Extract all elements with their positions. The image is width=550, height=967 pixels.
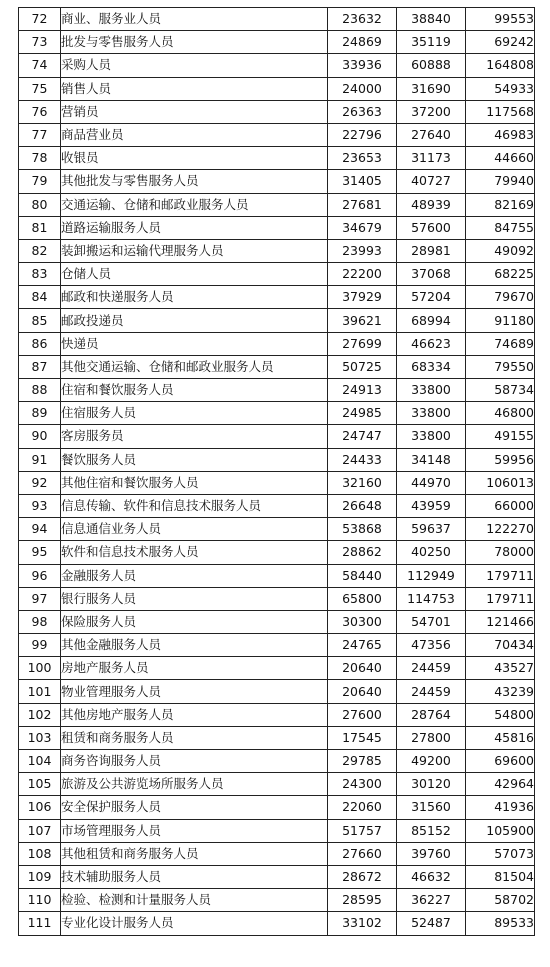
value-cell-2: 59637: [397, 518, 466, 541]
table-row: [19, 31, 535, 54]
row-number-cell: 80: [19, 193, 61, 216]
value-cell-3: 54800: [466, 703, 535, 726]
row-number-cell: 89: [19, 402, 61, 425]
row-number-cell: 102: [19, 703, 61, 726]
row-number-cell: 105: [19, 773, 61, 796]
occupation-name-cell: 采购人员: [61, 54, 328, 77]
table-row: [19, 657, 535, 680]
table-row: [19, 471, 535, 494]
table-row: [19, 8, 535, 31]
occupation-name-cell: 专业化设计服务人员: [61, 912, 328, 935]
value-cell-1: 31405: [328, 170, 397, 193]
row-number-cell: 72: [19, 8, 61, 31]
table-row: [19, 147, 535, 170]
row-number-cell: 109: [19, 865, 61, 888]
value-cell-3: 69600: [466, 750, 535, 773]
occupation-name-cell: 其他租赁和商务服务人员: [61, 842, 328, 865]
row-number-cell: 93: [19, 494, 61, 517]
row-number-cell: 75: [19, 77, 61, 100]
value-cell-2: 30120: [397, 773, 466, 796]
occupation-name-cell: 快递员: [61, 332, 328, 355]
value-cell-3: 74689: [466, 332, 535, 355]
row-number-cell: 111: [19, 912, 61, 935]
value-cell-1: 27660: [328, 842, 397, 865]
value-cell-2: 60888: [397, 54, 466, 77]
row-number-cell: 94: [19, 518, 61, 541]
value-cell-3: 79670: [466, 286, 535, 309]
value-cell-2: 40727: [397, 170, 466, 193]
value-cell-1: 26363: [328, 100, 397, 123]
occupation-name-cell: 商务咨询服务人员: [61, 750, 328, 773]
value-cell-2: 28764: [397, 703, 466, 726]
value-cell-2: 31173: [397, 147, 466, 170]
value-cell-1: 24300: [328, 773, 397, 796]
value-cell-2: 31690: [397, 77, 466, 100]
value-cell-3: 91180: [466, 309, 535, 332]
table-body: [19, 8, 535, 936]
occupation-name-cell: 软件和信息技术服务人员: [61, 541, 328, 564]
value-cell-3: 81504: [466, 865, 535, 888]
row-number-cell: 110: [19, 889, 61, 912]
occupation-name-cell: 交通运输、仓储和邮政业服务人员: [61, 193, 328, 216]
row-number-cell: 73: [19, 31, 61, 54]
value-cell-2: 57600: [397, 216, 466, 239]
value-cell-2: 31560: [397, 796, 466, 819]
value-cell-1: 33936: [328, 54, 397, 77]
occupation-name-cell: 其他住宿和餐饮服务人员: [61, 471, 328, 494]
row-number-cell: 82: [19, 239, 61, 262]
row-number-cell: 100: [19, 657, 61, 680]
value-cell-2: 114753: [397, 587, 466, 610]
table-row: [19, 402, 535, 425]
table-row: [19, 564, 535, 587]
value-cell-1: 37929: [328, 286, 397, 309]
table-row: [19, 680, 535, 703]
table-row: [19, 263, 535, 286]
row-number-cell: 95: [19, 541, 61, 564]
value-cell-3: 164808: [466, 54, 535, 77]
occupation-name-cell: 餐饮服务人员: [61, 448, 328, 471]
table-row: [19, 912, 535, 935]
value-cell-3: 105900: [466, 819, 535, 842]
table-row: [19, 309, 535, 332]
occupation-name-cell: 商品营业员: [61, 123, 328, 146]
value-cell-1: 22796: [328, 123, 397, 146]
occupation-name-cell: 邮政和快递服务人员: [61, 286, 328, 309]
value-cell-1: 24765: [328, 634, 397, 657]
occupation-name-cell: 房地产服务人员: [61, 657, 328, 680]
row-number-cell: 86: [19, 332, 61, 355]
occupation-name-cell: 信息通信业务人员: [61, 518, 328, 541]
table-row: [19, 494, 535, 517]
value-cell-3: 82169: [466, 193, 535, 216]
value-cell-2: 85152: [397, 819, 466, 842]
occupation-name-cell: 保险服务人员: [61, 610, 328, 633]
value-cell-1: 28672: [328, 865, 397, 888]
value-cell-3: 49155: [466, 425, 535, 448]
table-row: [19, 100, 535, 123]
value-cell-1: 27699: [328, 332, 397, 355]
table-row: [19, 123, 535, 146]
table-row: [19, 518, 535, 541]
table-row: [19, 379, 535, 402]
value-cell-2: 54701: [397, 610, 466, 633]
value-cell-2: 46632: [397, 865, 466, 888]
value-cell-2: 52487: [397, 912, 466, 935]
value-cell-2: 28981: [397, 239, 466, 262]
value-cell-1: 24913: [328, 379, 397, 402]
row-number-cell: 83: [19, 263, 61, 286]
table-row: [19, 610, 535, 633]
value-cell-2: 27640: [397, 123, 466, 146]
value-cell-3: 45816: [466, 726, 535, 749]
occupation-name-cell: 金融服务人员: [61, 564, 328, 587]
value-cell-1: 28862: [328, 541, 397, 564]
value-cell-1: 24869: [328, 31, 397, 54]
occupation-name-cell: 住宿服务人员: [61, 402, 328, 425]
table-row: [19, 634, 535, 657]
row-number-cell: 101: [19, 680, 61, 703]
occupation-name-cell: 客房服务员: [61, 425, 328, 448]
value-cell-1: 65800: [328, 587, 397, 610]
value-cell-3: 122270: [466, 518, 535, 541]
value-cell-1: 20640: [328, 657, 397, 680]
value-cell-1: 50725: [328, 355, 397, 378]
value-cell-3: 84755: [466, 216, 535, 239]
table-row: [19, 773, 535, 796]
value-cell-2: 33800: [397, 402, 466, 425]
occupation-name-cell: 住宿和餐饮服务人员: [61, 379, 328, 402]
occupation-name-cell: 营销员: [61, 100, 328, 123]
value-cell-3: 59956: [466, 448, 535, 471]
value-cell-2: 24459: [397, 680, 466, 703]
value-cell-3: 46983: [466, 123, 535, 146]
value-cell-1: 28595: [328, 889, 397, 912]
table-row: [19, 541, 535, 564]
occupation-name-cell: 安全保护服务人员: [61, 796, 328, 819]
row-number-cell: 97: [19, 587, 61, 610]
value-cell-1: 39621: [328, 309, 397, 332]
value-cell-3: 68225: [466, 263, 535, 286]
value-cell-2: 49200: [397, 750, 466, 773]
value-cell-2: 36227: [397, 889, 466, 912]
value-cell-3: 58734: [466, 379, 535, 402]
table-row: [19, 448, 535, 471]
occupation-name-cell: 其他批发与零售服务人员: [61, 170, 328, 193]
value-cell-1: 20640: [328, 680, 397, 703]
value-cell-1: 23632: [328, 8, 397, 31]
value-cell-3: 49092: [466, 239, 535, 262]
value-cell-2: 68994: [397, 309, 466, 332]
value-cell-2: 44970: [397, 471, 466, 494]
value-cell-3: 54933: [466, 77, 535, 100]
row-number-cell: 74: [19, 54, 61, 77]
row-number-cell: 99: [19, 634, 61, 657]
table-row: [19, 355, 535, 378]
occupation-name-cell: 其他房地产服务人员: [61, 703, 328, 726]
table-row: [19, 796, 535, 819]
value-cell-3: 66000: [466, 494, 535, 517]
row-number-cell: 91: [19, 448, 61, 471]
value-cell-2: 48939: [397, 193, 466, 216]
occupation-name-cell: 装卸搬运和运输代理服务人员: [61, 239, 328, 262]
value-cell-2: 34148: [397, 448, 466, 471]
table-row: [19, 889, 535, 912]
value-cell-1: 34679: [328, 216, 397, 239]
value-cell-3: 179711: [466, 587, 535, 610]
value-cell-3: 117568: [466, 100, 535, 123]
occupation-name-cell: 其他金融服务人员: [61, 634, 328, 657]
row-number-cell: 84: [19, 286, 61, 309]
table-row: [19, 170, 535, 193]
occupation-name-cell: 邮政投递员: [61, 309, 328, 332]
table-row: [19, 77, 535, 100]
value-cell-2: 27800: [397, 726, 466, 749]
value-cell-1: 58440: [328, 564, 397, 587]
value-cell-1: 27600: [328, 703, 397, 726]
table-row: [19, 842, 535, 865]
value-cell-3: 179711: [466, 564, 535, 587]
row-number-cell: 77: [19, 123, 61, 146]
value-cell-2: 35119: [397, 31, 466, 54]
value-cell-1: 27681: [328, 193, 397, 216]
value-cell-1: 29785: [328, 750, 397, 773]
row-number-cell: 107: [19, 819, 61, 842]
value-cell-2: 39760: [397, 842, 466, 865]
occupation-name-cell: 旅游及公共游览场所服务人员: [61, 773, 328, 796]
occupation-name-cell: 检验、检测和计量服务人员: [61, 889, 328, 912]
value-cell-1: 24000: [328, 77, 397, 100]
value-cell-1: 23653: [328, 147, 397, 170]
value-cell-3: 44660: [466, 147, 535, 170]
row-number-cell: 98: [19, 610, 61, 633]
occupation-name-cell: 商业、服务业人员: [61, 8, 328, 31]
salary-table: [18, 7, 535, 936]
value-cell-3: 46800: [466, 402, 535, 425]
value-cell-1: 26648: [328, 494, 397, 517]
occupation-name-cell: 批发与零售服务人员: [61, 31, 328, 54]
value-cell-2: 43959: [397, 494, 466, 517]
value-cell-1: 17545: [328, 726, 397, 749]
value-cell-3: 89533: [466, 912, 535, 935]
value-cell-3: 99553: [466, 8, 535, 31]
value-cell-2: 37200: [397, 100, 466, 123]
value-cell-3: 106013: [466, 471, 535, 494]
table-row: [19, 726, 535, 749]
value-cell-1: 23993: [328, 239, 397, 262]
row-number-cell: 78: [19, 147, 61, 170]
value-cell-2: 33800: [397, 379, 466, 402]
value-cell-1: 32160: [328, 471, 397, 494]
occupation-name-cell: 信息传输、软件和信息技术服务人员: [61, 494, 328, 517]
value-cell-3: 69242: [466, 31, 535, 54]
occupation-name-cell: 市场管理服务人员: [61, 819, 328, 842]
occupation-name-cell: 银行服务人员: [61, 587, 328, 610]
value-cell-3: 43527: [466, 657, 535, 680]
table-row: [19, 819, 535, 842]
row-number-cell: 79: [19, 170, 61, 193]
table-row: [19, 425, 535, 448]
value-cell-3: 79550: [466, 355, 535, 378]
value-cell-1: 51757: [328, 819, 397, 842]
occupation-name-cell: 道路运输服务人员: [61, 216, 328, 239]
value-cell-1: 33102: [328, 912, 397, 935]
value-cell-1: 22200: [328, 263, 397, 286]
value-cell-1: 22060: [328, 796, 397, 819]
value-cell-3: 41936: [466, 796, 535, 819]
occupation-name-cell: 技术辅助服务人员: [61, 865, 328, 888]
occupation-name-cell: 物业管理服务人员: [61, 680, 328, 703]
value-cell-2: 38840: [397, 8, 466, 31]
value-cell-2: 40250: [397, 541, 466, 564]
value-cell-3: 78000: [466, 541, 535, 564]
value-cell-3: 42964: [466, 773, 535, 796]
value-cell-2: 68334: [397, 355, 466, 378]
occupation-name-cell: 仓储人员: [61, 263, 328, 286]
value-cell-2: 47356: [397, 634, 466, 657]
row-number-cell: 85: [19, 309, 61, 332]
table-row: [19, 193, 535, 216]
value-cell-1: 30300: [328, 610, 397, 633]
value-cell-2: 37068: [397, 263, 466, 286]
value-cell-2: 46623: [397, 332, 466, 355]
row-number-cell: 103: [19, 726, 61, 749]
table-row: [19, 332, 535, 355]
value-cell-1: 24747: [328, 425, 397, 448]
row-number-cell: 96: [19, 564, 61, 587]
table-row: [19, 587, 535, 610]
row-number-cell: 90: [19, 425, 61, 448]
table-row: [19, 703, 535, 726]
value-cell-1: 24985: [328, 402, 397, 425]
value-cell-3: 79940: [466, 170, 535, 193]
value-cell-1: 24433: [328, 448, 397, 471]
value-cell-3: 43239: [466, 680, 535, 703]
row-number-cell: 88: [19, 379, 61, 402]
value-cell-2: 33800: [397, 425, 466, 448]
value-cell-3: 70434: [466, 634, 535, 657]
table-row: [19, 286, 535, 309]
value-cell-3: 58702: [466, 889, 535, 912]
occupation-name-cell: 租赁和商务服务人员: [61, 726, 328, 749]
row-number-cell: 104: [19, 750, 61, 773]
value-cell-3: 57073: [466, 842, 535, 865]
table-row: [19, 54, 535, 77]
value-cell-1: 53868: [328, 518, 397, 541]
value-cell-2: 57204: [397, 286, 466, 309]
row-number-cell: 76: [19, 100, 61, 123]
value-cell-2: 24459: [397, 657, 466, 680]
occupation-name-cell: 收银员: [61, 147, 328, 170]
row-number-cell: 81: [19, 216, 61, 239]
table-row: [19, 865, 535, 888]
value-cell-3: 121466: [466, 610, 535, 633]
occupation-name-cell: 其他交通运输、仓储和邮政业服务人员: [61, 355, 328, 378]
row-number-cell: 106: [19, 796, 61, 819]
occupation-name-cell: 销售人员: [61, 77, 328, 100]
table-row: [19, 216, 535, 239]
table-row: [19, 750, 535, 773]
table-row: [19, 239, 535, 262]
row-number-cell: 108: [19, 842, 61, 865]
row-number-cell: 87: [19, 355, 61, 378]
row-number-cell: 92: [19, 471, 61, 494]
value-cell-2: 112949: [397, 564, 466, 587]
